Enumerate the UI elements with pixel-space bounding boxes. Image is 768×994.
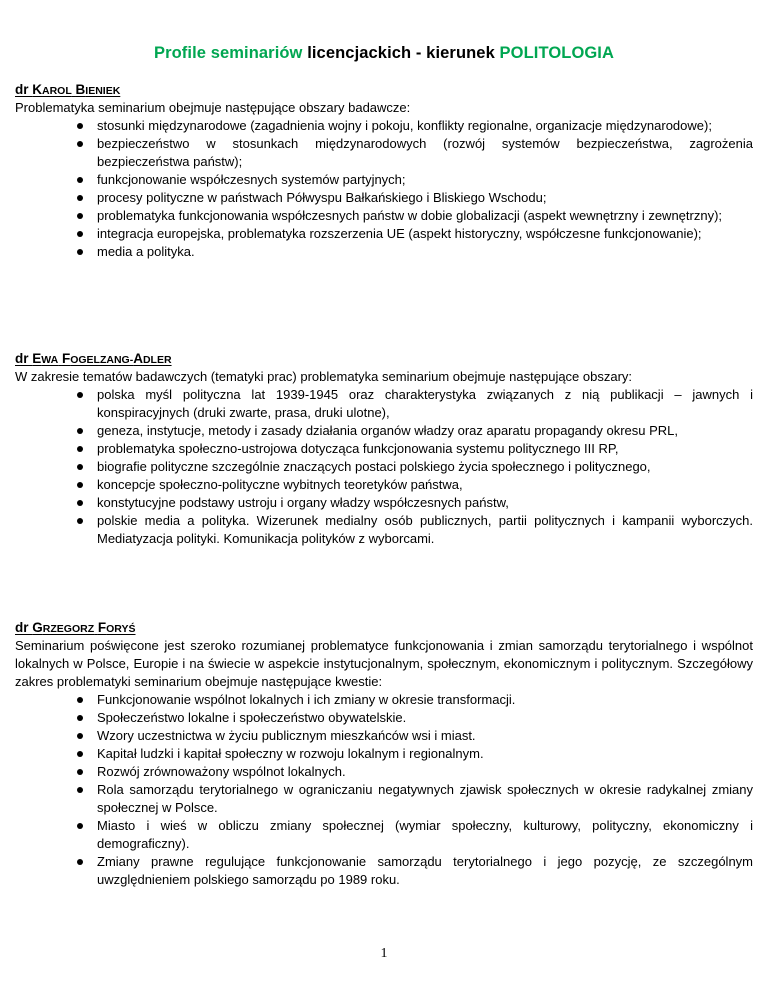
section-intro: W zakresie tematów badawczych (tematyki prac) problematyka seminarium obejmuje następujące obszary: [15,369,633,384]
list-item: Zmiany prawne regulujące funkcjonowanie samorządu terytorialnego i jego pozycję, ze szczególnym uwzględnieniem polskiego samorządu po 1989 roku. [97,854,753,887]
section-heading: dr GRZEGORZ FORYŚ [15,620,136,635]
list-item: polska myśl polityczna lat 1939-1945 oraz charakterystyka związanych z nią publikacji – jawnych i konspiracyjnych (druki zwarte, prasa, druki ulotne), [97,387,753,420]
list-item: biografie polityczne szczególnie znaczących postaci polskiego życia społecznego i politycznego, [97,458,753,476]
list-item: stosunki międzynarodowe (zagadnienia wojny i pokoju, konflikty regionalne, organizacje międzynarodowe); [97,117,753,135]
title-part-2: licencjackich - kierunek [307,44,495,62]
list-item: integracja europejska, problematyka rozszerzenia UE (aspekt historyczny, współczesne funkcjonowanie); [97,225,753,243]
section-intro: Problematyka seminarium obejmuje następujące obszary badawcze: [15,100,411,115]
section-heading: dr EWA FOGELZANG-ADLER [15,351,172,366]
section-intro: Seminarium poświęcone jest szeroko rozumianej problematyce funkcjonowania i zmian samorządu terytorialnego i wspólnot lokalnych w Polsce, Europie i na świecie w aspekcie instytucjonalnym, społecznym, ekonomicznym i politycznym. Szczegółowy zakres problematyki seminarium obejmuje następujące kwestie: [15,638,753,689]
list-item: Wzory uczestnictwa w życiu publicznym mieszkańców wsi i miast. [97,727,753,745]
list-item: procesy polityczne w państwach Półwyspu Bałkańskiego i Bliskiego Wschodu; [97,189,753,207]
list-item: problematyka funkcjonowania współczesnych państw w dobie globalizacji (aspekt wewnętrzny i zewnętrzny); [97,207,753,225]
page-number: 1 [380,946,388,961]
list-item: polskie media a polityka. Wizerunek medialny osób publicznych, partii politycznych i kampanii wyborczych. Mediatyzacja polityki. Komunikacja polityków z wyborcami. [97,513,753,546]
topic-list [15,386,753,548]
list-item: Miasto i wieś w obliczu zmiany społecznej (wymiar społeczny, kulturowy, polityczny, ekonomiczny i demograficzny). [97,818,753,851]
section-bieniek [15,82,753,261]
title-part-1: Profile seminariów [153,44,303,62]
title-part-3: POLITOLOGIA [499,44,615,62]
list-item: Kapitał ludzki i kapitał społeczny w rozwoju lokalnym i regionalnym. [97,745,753,763]
list-item: Rozwój zrównoważony wspólnot lokalnych. [97,763,753,781]
section-fogelzang-adler [15,351,753,548]
section-heading: dr KAROL BIENIEK [15,82,121,97]
list-item: Społeczeństwo lokalne i społeczeństwo obywatelskie. [97,709,753,727]
topic-list [15,117,753,261]
list-item: koncepcje społeczno-polityczne wybitnych teoretyków państwa, [97,476,753,494]
topic-list [15,691,753,889]
list-item: Rola samorządu terytorialnego w ograniczaniu negatywnych zjawisk społecznych w okresie radykalnej zmiany społecznej w Polsce. [97,782,753,815]
section-forys [15,620,753,889]
list-item: problematyka społeczno-ustrojowa dotycząca funkcjonowania systemu politycznego III RP, [97,440,753,458]
page-title [0,44,768,63]
list-item: bezpieczeństwo w stosunkach międzynarodowych (rozwój systemów bezpieczeństwa, zagrożenia bezpieczeństwa państw); [97,136,753,169]
list-item: Funkcjonowanie wspólnot lokalnych i ich zmiany w okresie transformacji. [97,691,753,709]
list-item: media a polityka. [97,243,753,261]
list-item: geneza, instytucje, metody i zasady działania organów władzy oraz aparatu propagandy okresu PRL, [97,422,753,440]
list-item: funkcjonowanie współczesnych systemów partyjnych; [97,171,753,189]
list-item: konstytucyjne podstawy ustroju i organy władzy współczesnych państw, [97,494,753,512]
